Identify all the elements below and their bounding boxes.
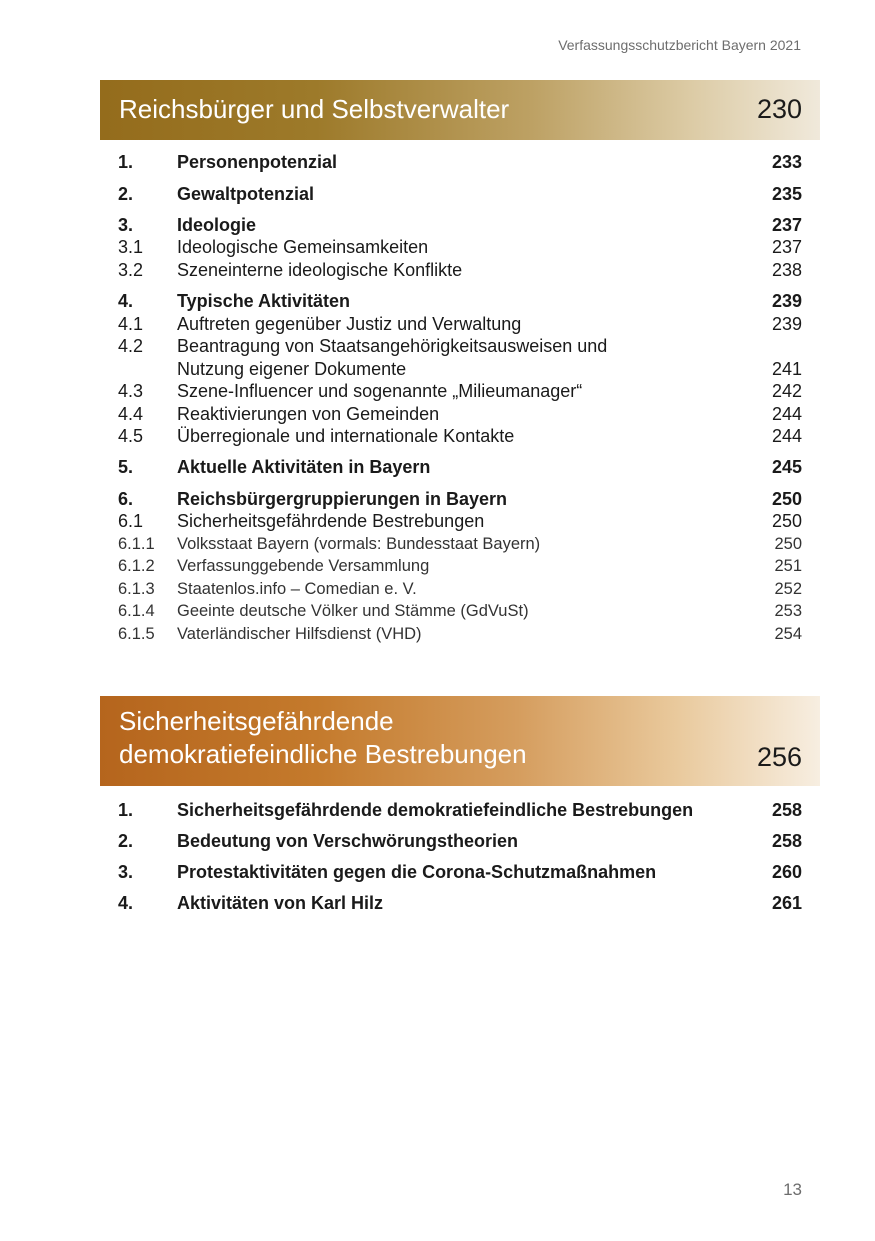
entry-label: Volksstaat Bayern (vormals: Bundesstaat Bayern) [177, 535, 541, 553]
entry-number: 3. [118, 215, 134, 235]
toc-entry[interactable] [118, 510, 802, 532]
toc-entry[interactable] [118, 290, 802, 312]
entry-label: Szeneinterne ideologische Konflikte [177, 260, 463, 280]
toc-entry[interactable] [118, 313, 802, 335]
toc-entry[interactable] [118, 151, 802, 173]
entry-page: 261 [771, 893, 802, 913]
toc-entry[interactable] [118, 799, 802, 821]
entry-label: Ideologie [177, 215, 257, 235]
entry-label: Reichsbürgergruppierungen in Bayern [177, 489, 508, 509]
page-number: 13 [783, 1180, 802, 1199]
entry-number: 4. [118, 291, 134, 311]
entry-label: Szene-Influencer und sogenannte „Milieumanager“ [177, 381, 583, 401]
entry-label: Verfassunggebende Versammlung [177, 557, 430, 575]
entry-number: 6.1 [118, 511, 144, 531]
entry-page: 237 [771, 215, 802, 235]
entry-label: Bedeutung von Verschwörungstheorien [177, 831, 519, 851]
section-page-number: 256 [756, 742, 802, 772]
toc-entry[interactable] [118, 830, 802, 852]
section-title [119, 705, 527, 771]
entry-label: Beantragung von Staatsangehörigkeitsausweisen und [177, 336, 608, 356]
section-page-number: 230 [756, 94, 802, 124]
entry-number: 3. [118, 862, 134, 882]
entry-page: 237 [771, 237, 802, 257]
entry-page: 235 [771, 184, 802, 204]
entry-number: 2. [118, 184, 134, 204]
entry-label: Reaktivierungen von Gemeinden [177, 404, 440, 424]
running-header: Verfassungsschutzbericht Bayern 2021 [558, 37, 801, 53]
entry-label: Aktivitäten von Karl Hilz [177, 893, 384, 913]
entry-number: 4.2 [118, 336, 144, 356]
toc-entry[interactable] [118, 380, 802, 402]
entry-page: 238 [771, 260, 802, 280]
entry-label: Sicherheitsgefährdende Bestrebungen [177, 511, 485, 531]
entry-number: 6. [118, 489, 134, 509]
toc-entry[interactable] [118, 259, 802, 281]
entry-page: 253 [774, 602, 802, 620]
entry-page: 244 [771, 404, 802, 424]
section-title: Reichsbürger und Selbstverwalter [119, 94, 510, 124]
entry-number: 4.4 [118, 404, 144, 424]
section-title-line: demokratiefeindliche Bestrebungen [119, 739, 527, 769]
toc-entry[interactable] [118, 578, 802, 600]
toc-entry[interactable] [118, 456, 802, 478]
entry-number: 4.3 [118, 381, 144, 401]
entry-page: 239 [771, 291, 802, 311]
toc-entry[interactable] [118, 861, 802, 883]
entry-number: 6.1.4 [118, 602, 155, 620]
entry-number: 5. [118, 457, 134, 477]
entry-number: 1. [118, 800, 134, 820]
entry-label: Sicherheitsgefährdende demokratiefeindliche Bestrebungen [177, 800, 694, 820]
entry-number: 6.1.5 [118, 625, 155, 643]
entry-label: Protestaktivitäten gegen die Corona-Schutzmaßnahmen [177, 862, 657, 882]
entry-number: 4.1 [118, 314, 144, 334]
entry-number: 4. [118, 893, 134, 913]
entry-number: 6.1.3 [118, 580, 155, 598]
entry-label: Ideologische Gemeinsamkeiten [177, 237, 429, 257]
toc-entry[interactable] [118, 183, 802, 205]
toc-entry-continuation[interactable] [118, 358, 802, 380]
section-banner-demokratiefeindlich[interactable] [100, 696, 820, 786]
section-banner-reichsbuerger[interactable] [100, 80, 820, 140]
toc-entry[interactable] [118, 623, 802, 645]
entry-number: 4.5 [118, 426, 144, 446]
entry-page: 233 [771, 152, 802, 172]
toc-entry[interactable] [118, 892, 802, 914]
entry-label: Aktuelle Aktivitäten in Bayern [177, 457, 431, 477]
section-title-line: Sicherheitsgefährdende [119, 706, 394, 736]
entry-number: 6.1.1 [118, 535, 155, 553]
entry-label: Überregionale und internationale Kontakte [177, 426, 515, 446]
entry-number: 1. [118, 152, 134, 172]
entry-page: 241 [771, 359, 802, 379]
toc-entry[interactable] [118, 236, 802, 258]
entry-number: 6.1.2 [118, 557, 155, 575]
entry-number: 3.2 [118, 260, 144, 280]
toc-entry[interactable] [118, 335, 802, 357]
entry-page: 242 [771, 381, 802, 401]
entry-label: Gewaltpotenzial [177, 184, 315, 204]
toc-entry[interactable] [118, 403, 802, 425]
toc-entry[interactable] [118, 533, 802, 555]
entry-label: Geeinte deutsche Völker und Stämme (GdVuSt) [177, 602, 529, 620]
toc-entry[interactable] [118, 600, 802, 622]
entry-page: 245 [771, 457, 802, 477]
toc-entry[interactable] [118, 555, 802, 577]
toc-entry[interactable] [118, 488, 802, 510]
entry-label: Nutzung eigener Dokumente [177, 359, 407, 379]
entry-page: 244 [771, 426, 802, 446]
entry-label: Typische Aktivitäten [177, 291, 351, 311]
entry-page: 250 [771, 489, 802, 509]
entry-page: 239 [771, 314, 802, 334]
entry-page: 254 [774, 625, 802, 643]
entry-number: 3.1 [118, 237, 144, 257]
toc-entry[interactable] [118, 425, 802, 447]
entry-page: 258 [771, 800, 802, 820]
entry-label: Vaterländischer Hilfsdienst (VHD) [177, 625, 422, 643]
entry-label: Auftreten gegenüber Justiz und Verwaltung [177, 314, 522, 334]
entry-page: 251 [774, 557, 802, 575]
toc-entry[interactable] [118, 214, 802, 236]
entry-page: 250 [774, 535, 802, 553]
entry-number: 2. [118, 831, 134, 851]
entry-page: 260 [771, 862, 802, 882]
entry-page: 252 [774, 580, 802, 598]
entry-label: Personenpotenzial [177, 152, 338, 172]
entry-label: Staatenlos.info – Comedian e. V. [177, 580, 417, 598]
entry-page: 258 [771, 831, 802, 851]
entry-page: 250 [771, 511, 802, 531]
